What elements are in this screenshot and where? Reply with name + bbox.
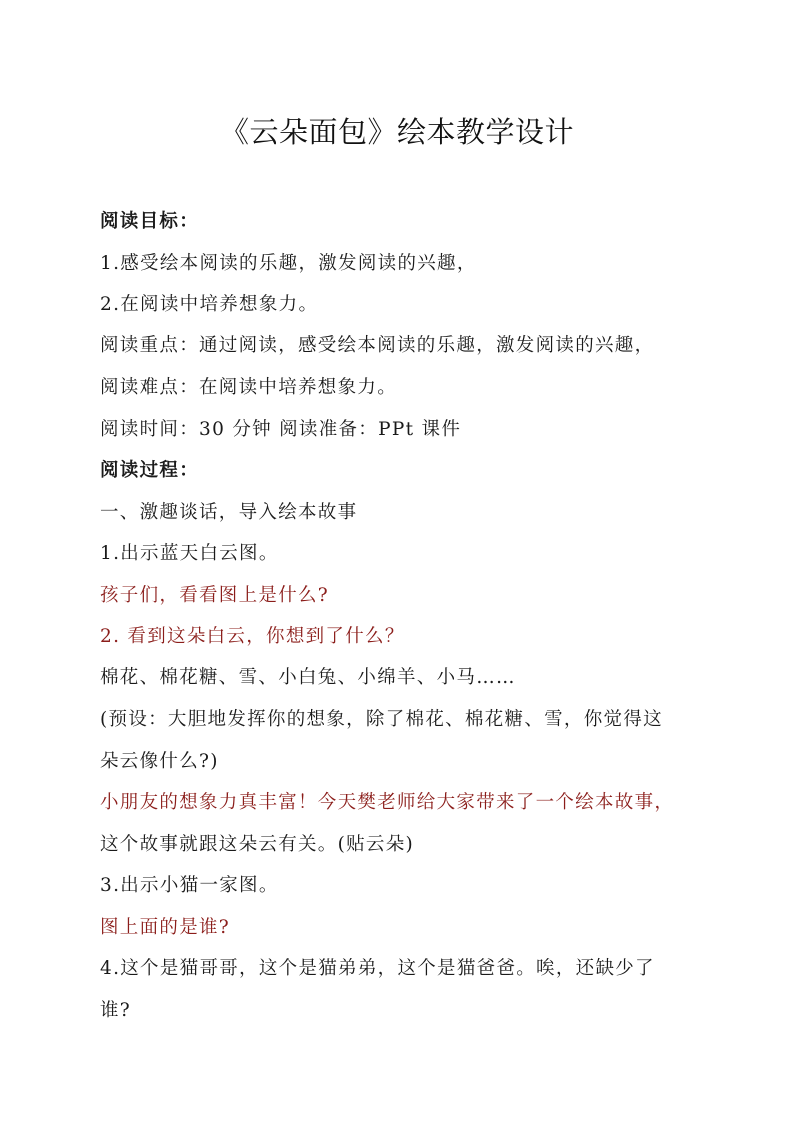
step-heading-1: 一、激趣谈话，导入绘本故事 <box>100 502 358 523</box>
step-1-item-4-line-1: 4.这个是猫哥哥，这个是猫弟弟，这个是猫爸爸。唉，还缺少了 <box>100 958 655 979</box>
goal-item-2: 2.在阅读中培养想象力。 <box>100 294 319 315</box>
reading-key-point: 阅读重点：通过阅读，感受绘本阅读的乐趣，激发阅读的兴趣， <box>100 335 655 356</box>
teacher-remark-line-1: 小朋友的想象力真丰富！今天樊老师给大家带来了一个绘本故事， <box>100 792 675 813</box>
teacher-question: 孩子们，看看图上是什么? <box>100 585 330 606</box>
student-answers: 棉花、棉花糖、雪、小白兔、小绵羊、小马…… <box>100 667 516 688</box>
step-1-item-2: 2. 看到这朵白云，你想到了什么？ <box>100 626 405 647</box>
preset-note-line-1: (预设：大胆地发挥你的想象，除了棉花、棉花糖、雪，你觉得这 <box>100 709 663 730</box>
step-1-item-1: 1.出示蓝天白云图。 <box>100 543 279 564</box>
section-heading-reading-process: 阅读过程： <box>100 460 200 481</box>
reading-time-and-preparation: 阅读时间：30 分钟 阅读准备：PPt 课件 <box>100 419 462 440</box>
document-title: 《云朵面包》绘本教学设计 <box>219 115 574 149</box>
section-heading-reading-goals: 阅读目标： <box>100 211 200 232</box>
step-1-item-3: 3.出示小猫一家图。 <box>100 875 279 896</box>
step-1-item-4-line-2: 谁? <box>100 1000 132 1021</box>
teacher-question-2: 图上面的是谁? <box>100 917 231 938</box>
goal-item-1: 1.感受绘本阅读的乐趣，激发阅读的兴趣， <box>100 253 477 274</box>
teacher-remark-line-2: 这个故事就跟这朵云有关。(贴云朵) <box>100 834 415 855</box>
reading-difficulty: 阅读难点：在阅读中培养想象力。 <box>100 377 398 398</box>
preset-note-line-2: 朵云像什么?) <box>100 751 219 772</box>
